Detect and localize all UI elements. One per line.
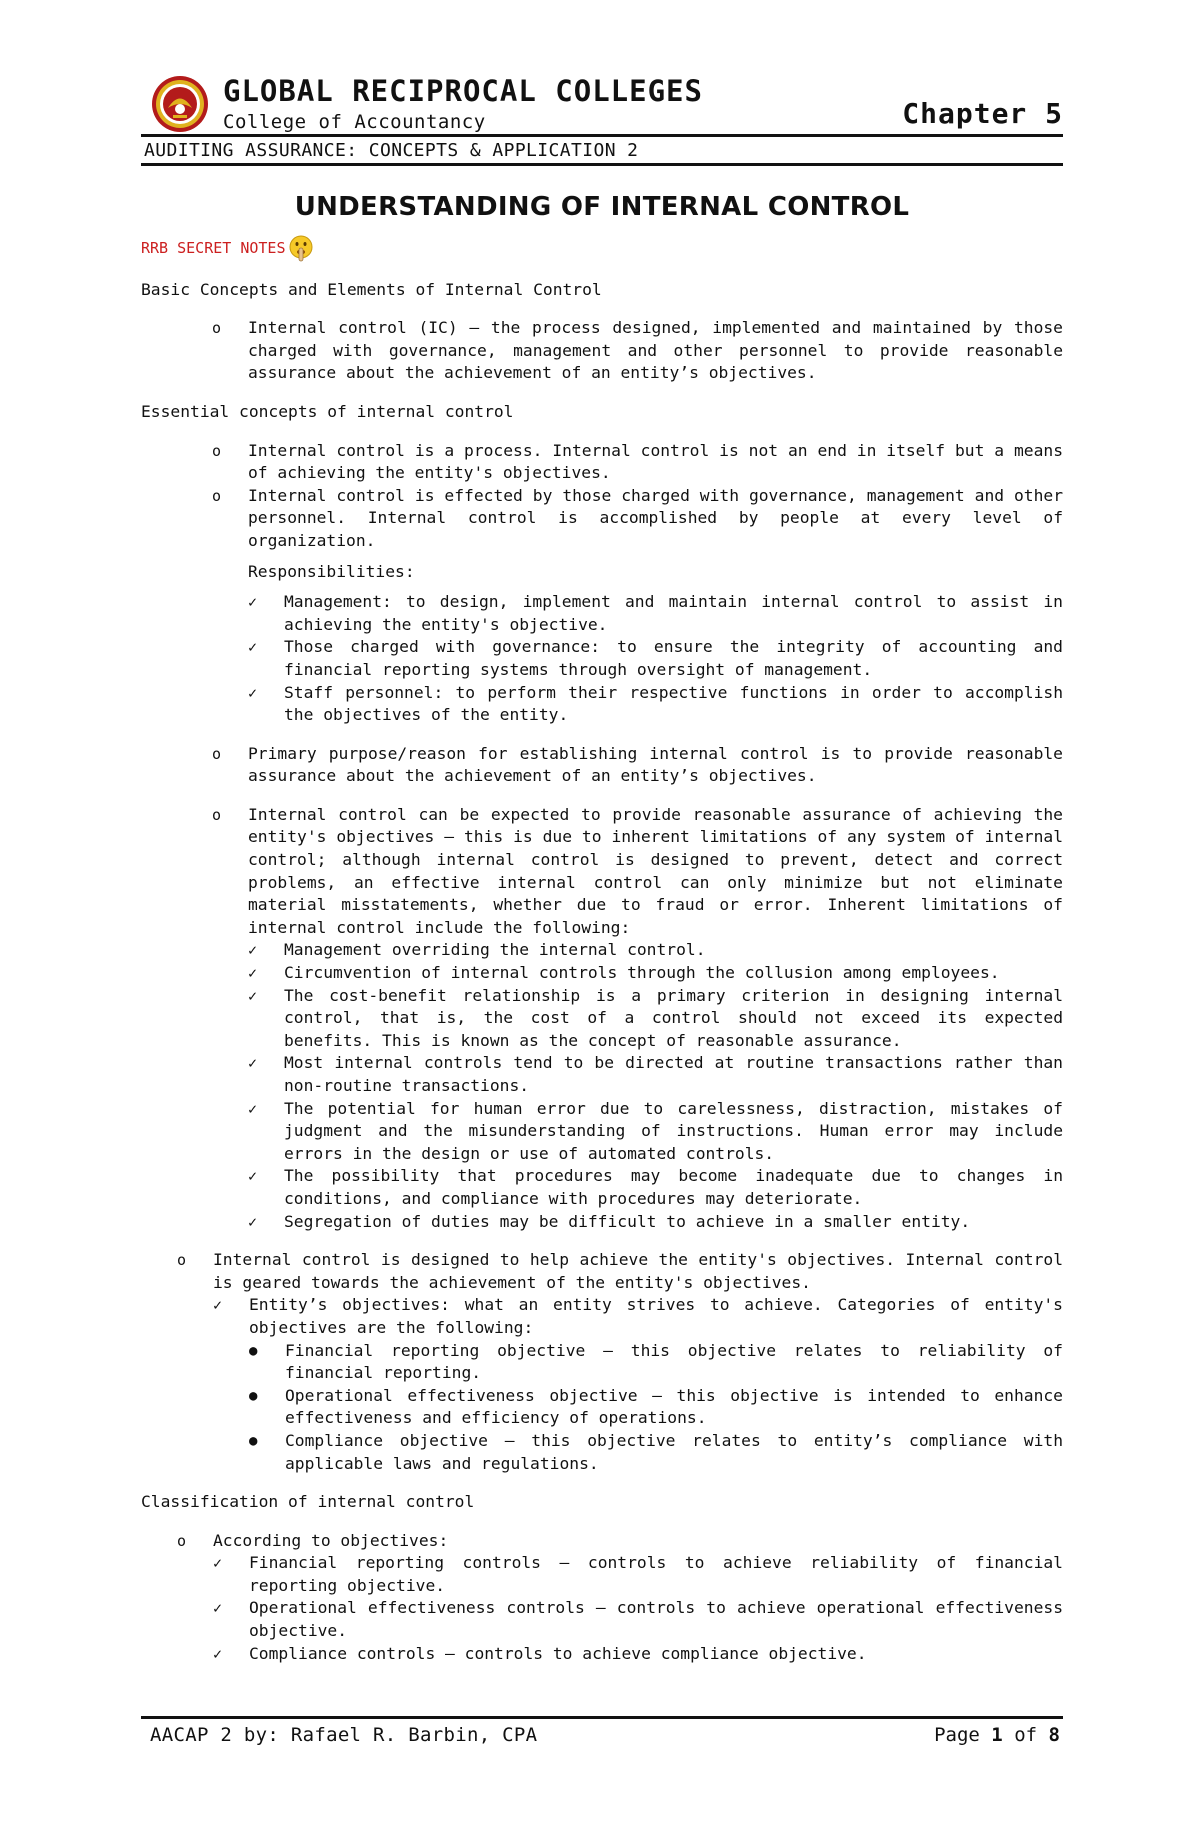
check-icon: ✓ bbox=[248, 1167, 258, 1186]
list-item-text: Internal control is designed to help achieve the entity's objectives. Internal control is geared towards the achievement of the entity's objectives. bbox=[213, 1250, 1063, 1292]
check-icon: ✓ bbox=[248, 638, 258, 657]
check-icon: ✓ bbox=[213, 1644, 223, 1663]
check-item-text: Circumvention of internal controls through the collusion among employees. bbox=[284, 963, 1000, 983]
check-item bbox=[248, 985, 1063, 1053]
check-item bbox=[248, 1098, 1063, 1166]
check-item-text: The cost-benefit relationship is a primary criterion in designing internal control, that is, the cost of a control should not exceed its expected benefits. This is known as the concept of reasonable assurance. bbox=[284, 985, 1063, 1050]
chapter-label: Chapter 5 bbox=[902, 97, 1063, 130]
check-icon: ✓ bbox=[248, 986, 258, 1005]
list-item bbox=[141, 804, 1063, 1249]
page-of: of bbox=[1014, 1724, 1038, 1746]
check-icon: ✓ bbox=[248, 964, 258, 983]
page-word: Page bbox=[934, 1724, 980, 1746]
circle-bullet: o bbox=[212, 744, 222, 763]
check-item-text: The potential for human error due to carelessness, distraction, mistakes of judgment and the misunderstanding of instructions. Human error may include errors in the design or use of automated controls. bbox=[284, 1098, 1063, 1163]
page-title: UNDERSTANDING OF INTERNAL CONTROL bbox=[294, 192, 910, 222]
page-number bbox=[934, 1724, 1060, 1746]
check-item bbox=[248, 1052, 1063, 1097]
page-header bbox=[141, 72, 1063, 161]
check-item bbox=[248, 591, 1063, 636]
check-item-text: Operational effectiveness controls – controls to achieve operational effectiveness objective. bbox=[249, 1598, 1063, 1641]
check-item bbox=[213, 1552, 1063, 1597]
header-divider-bottom bbox=[141, 163, 1063, 166]
check-item-text: Financial reporting controls – controls to achieve reliability of financial reporting objective. bbox=[249, 1553, 1063, 1595]
check-icon: ✓ bbox=[213, 1554, 223, 1573]
college-seal-icon bbox=[151, 75, 209, 133]
bullet-item bbox=[249, 1430, 1063, 1475]
list-item bbox=[141, 1530, 1063, 1666]
check-item bbox=[248, 939, 1063, 962]
circle-bullet: o bbox=[212, 441, 222, 460]
check-icon: ✓ bbox=[213, 1296, 223, 1315]
responsibilities-label: Responsibilities: bbox=[248, 561, 415, 581]
essential-concepts-list bbox=[141, 440, 1063, 1476]
secret-notes-text: RRB SECRET NOTES bbox=[141, 239, 286, 258]
limitations-list bbox=[248, 939, 1063, 1233]
check-item-text: Entity’s objectives: what an entity strives to achieve. Categories of entity's objectives are the following: bbox=[249, 1295, 1063, 1337]
list-item bbox=[141, 743, 1063, 804]
circle-bullet: o bbox=[212, 805, 222, 824]
check-item bbox=[248, 682, 1063, 727]
list-item bbox=[141, 440, 1063, 485]
check-item-text: Most internal controls tend to be directed at routine transactions rather than non-routine transactions. bbox=[284, 1053, 1063, 1095]
list-item-text: According to objectives: bbox=[213, 1530, 449, 1550]
classification-list bbox=[141, 1530, 1063, 1666]
check-item bbox=[213, 1643, 1063, 1666]
bullet-dot: ● bbox=[249, 1387, 258, 1404]
header-divider-top bbox=[141, 134, 1063, 137]
bullet-item-text: Financial reporting objective – this objective relates to reliability of financial reporting. bbox=[285, 1340, 1063, 1383]
school-name: GLOBAL RECIPROCAL COLLEGES bbox=[223, 74, 703, 108]
document-body bbox=[141, 192, 1063, 1665]
list-item-text: Internal control can be expected to provide reasonable assurance of achieving the entity's objectives – this is due to inherent limitations of any system of internal control; although internal control is designed to prevent, detect and correct problems, an effective internal control can only minimize but not eliminate material misstatements, whether due to fraud or error. Inherent limitations of internal control include the following: bbox=[248, 804, 1063, 937]
responsibilities-list bbox=[248, 591, 1063, 727]
bullet-item bbox=[249, 1385, 1063, 1430]
section-heading-basic: Basic Concepts and Elements of Internal Control bbox=[141, 279, 602, 299]
circle-bullet: o bbox=[177, 1251, 187, 1270]
basic-concepts-list bbox=[141, 317, 1063, 385]
footer-author: AACAP 2 by: Rafael R. Barbin, CPA bbox=[150, 1724, 538, 1746]
check-item bbox=[248, 1211, 1063, 1234]
check-item-text: The possibility that procedures may become inadequate due to changes in conditions, and compliance with procedures may deteriorate. bbox=[284, 1166, 1063, 1208]
check-item-text: Management overriding the internal control. bbox=[284, 940, 706, 960]
circle-bullet: o bbox=[212, 319, 222, 338]
check-icon: ✓ bbox=[213, 1599, 223, 1618]
check-item-text: Those charged with governance: to ensure the integrity of accounting and financial reporting systems through oversight of management. bbox=[284, 637, 1063, 679]
check-item-text: Segregation of duties may be difficult to achieve in a smaller entity. bbox=[284, 1211, 971, 1231]
check-icon: ✓ bbox=[248, 593, 258, 612]
list-item-text: Internal control is a process. Internal control is not an end in itself but a means of achieving the entity's objectives. bbox=[248, 440, 1063, 483]
footer-divider bbox=[141, 1716, 1063, 1719]
circle-bullet: o bbox=[212, 486, 222, 505]
list-item-text: Primary purpose/reason for establishing internal control is to provide reasonable assurance about the achievement of an entity’s objectives. bbox=[248, 743, 1063, 786]
check-item-text: Compliance controls – controls to achieve compliance objective. bbox=[249, 1643, 867, 1663]
bullet-item bbox=[249, 1340, 1063, 1385]
list-item bbox=[141, 1249, 1063, 1475]
objectives-list bbox=[213, 1294, 1063, 1475]
college-name: College of Accountancy bbox=[223, 111, 486, 133]
list-item bbox=[141, 317, 1063, 385]
section-heading-essential: Essential concepts of internal control bbox=[141, 401, 514, 421]
bullet-dot: ● bbox=[249, 1342, 258, 1359]
bullet-item-text: Operational effectiveness objective – this objective is intended to enhance effectiveness and efficiency of operations. bbox=[285, 1385, 1063, 1428]
list-item-text: Internal control is effected by those charged with governance, management and other personnel. Internal control is accomplished by people at every level of organization. bbox=[248, 485, 1063, 550]
shushing-face-icon bbox=[288, 235, 314, 263]
check-icon: ✓ bbox=[248, 941, 258, 960]
check-icon: ✓ bbox=[248, 1212, 258, 1231]
bullet-dot: ● bbox=[249, 1432, 258, 1449]
check-icon: ✓ bbox=[248, 683, 258, 702]
check-icon: ✓ bbox=[248, 1099, 258, 1118]
objective-categories-list bbox=[249, 1340, 1063, 1476]
list-item-text: Internal control (IC) – the process designed, implemented and maintained by those charged with governance, management and other personnel to provide reasonable assurance about the achievement of an entity’s objectives. bbox=[248, 318, 1063, 383]
check-item bbox=[248, 636, 1063, 681]
check-item bbox=[213, 1294, 1063, 1475]
section-heading-classification: Classification of internal control bbox=[141, 1492, 475, 1512]
check-item bbox=[248, 1165, 1063, 1210]
check-item bbox=[213, 1597, 1063, 1642]
controls-list bbox=[213, 1552, 1063, 1665]
course-title: AUDITING ASSURANCE: CONCEPTS & APPLICATION 2 bbox=[144, 140, 639, 161]
circle-bullet: o bbox=[177, 1531, 187, 1550]
check-item bbox=[248, 962, 1063, 985]
bullet-item-text: Compliance objective – this objective relates to entity’s compliance with applicable laws and regulations. bbox=[285, 1430, 1063, 1473]
check-icon: ✓ bbox=[248, 1054, 258, 1073]
page-current: 1 bbox=[991, 1724, 1003, 1746]
check-item-text: Management: to design, implement and maintain internal control to assist in achieving the entity's objective. bbox=[284, 592, 1063, 634]
page-total: 8 bbox=[1048, 1724, 1060, 1746]
list-item bbox=[141, 485, 1063, 743]
secret-notes-label bbox=[141, 235, 1063, 263]
check-item-text: Staff personnel: to perform their respective functions in order to accomplish the objectives of the entity. bbox=[284, 682, 1063, 725]
